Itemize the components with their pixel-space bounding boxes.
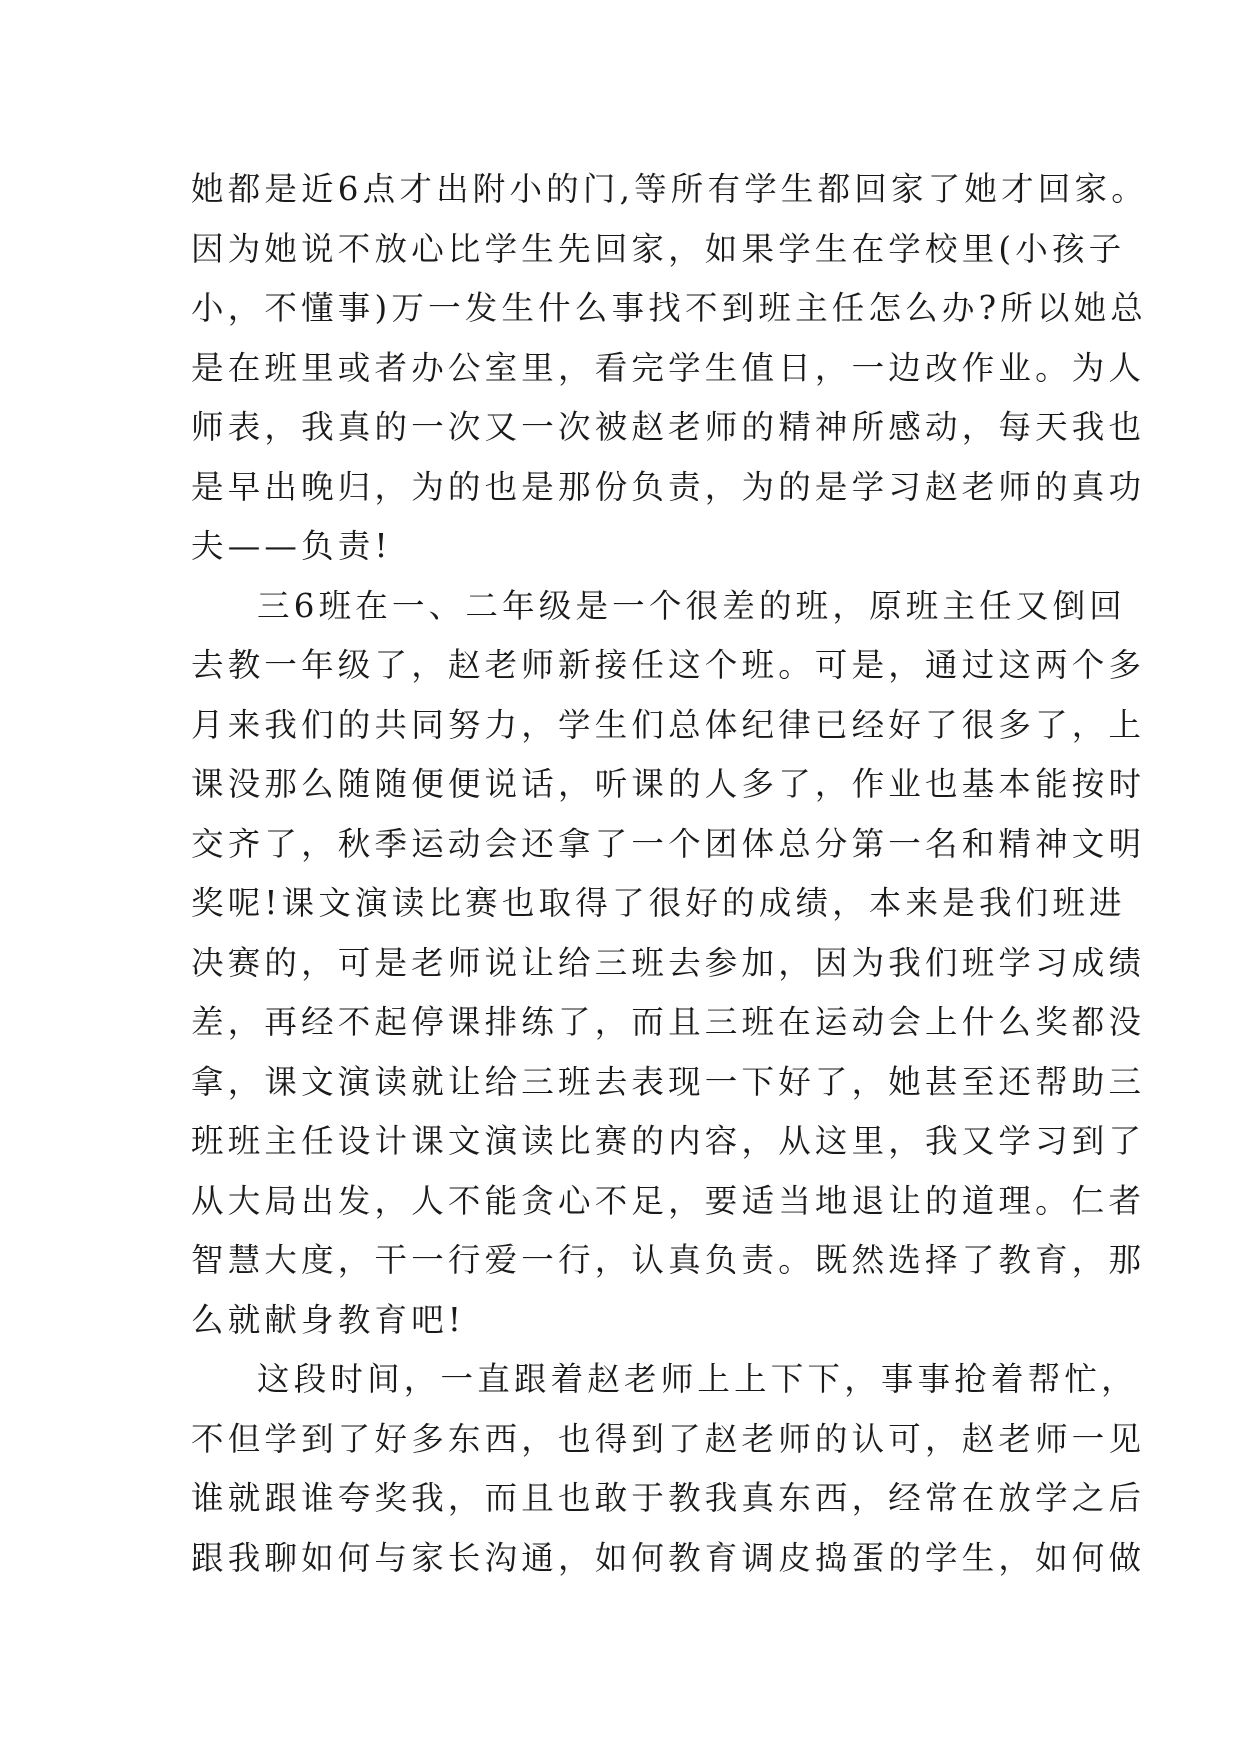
text-line: 智慧大度，干一行爱一行，认真负责。既然选择了教育，那 xyxy=(191,1241,1146,1279)
text-line: 拿，课文演读就让给三班去表现一下好了，她甚至还帮助三 xyxy=(191,1062,1146,1101)
text-line: 课没那么随随便便说话，听课的人多了，作业也基本能按时 xyxy=(191,765,1146,803)
text-line: 因为她说不放心比学生先回家，如果学生在学校里(小孩子 xyxy=(191,229,1126,268)
text-line: 么就献身教育吧! xyxy=(191,1300,466,1339)
text-line: 是在班里或者办公室里，看完学生值日，一边改作业。为人 xyxy=(191,348,1146,387)
text-line: 她都是近6点才出附小的门,等所有学生都回家了她才回家。 xyxy=(191,170,1148,208)
text-line: 月来我们的共同努力，学生们总体纪律已经好了很多了，上 xyxy=(191,705,1146,744)
text-line: 这段时间，一直跟着赵老师上上下下，事事抢着帮忙， xyxy=(257,1360,1138,1398)
text-line: 决赛的，可是老师说让给三班去参加，因为我们班学习成绩 xyxy=(191,943,1146,982)
body-text xyxy=(191,160,1148,1588)
text-line: 不但学到了好多东西，也得到了赵老师的认可，赵老师一见 xyxy=(191,1419,1146,1458)
paragraph-2 xyxy=(191,577,1146,1351)
text-line: 三6班在一、二年级是一个很差的班，原班主任又倒回 xyxy=(257,586,1126,625)
text-line: 师表，我真的一次又一次被赵老师的精神所感动，每天我也 xyxy=(191,408,1146,446)
text-line: 跟我聊如何与家长沟通，如何教育调皮捣蛋的学生，如何做 xyxy=(191,1538,1146,1577)
text-line: 谁就跟谁夸奖我，而且也敢于教我真东西，经常在放学之后 xyxy=(191,1479,1146,1517)
text-line: 夫——负责! xyxy=(191,527,392,565)
text-line: 班班主任设计课文演读比赛的内容，从这里，我又学习到了 xyxy=(191,1122,1146,1160)
text-line: 差，再经不起停课排练了，而且三班在运动会上什么奖都没 xyxy=(191,1003,1146,1041)
paragraph-1 xyxy=(191,160,1148,577)
text-line: 是早出晚归，为的也是那份负责，为的是学习赵老师的真功 xyxy=(191,467,1146,506)
text-line: 交齐了，秋季运动会还拿了一个团体总分第一名和精神文明 xyxy=(191,824,1146,863)
text-line: 从大局出发，人不能贪心不足，要适当地退让的道理。仁者 xyxy=(191,1181,1146,1220)
text-line: 小，不懂事)万一发生什么事找不到班主任怎么办?所以她总 xyxy=(191,289,1148,327)
paragraph-3 xyxy=(191,1350,1146,1588)
text-line: 去教一年级了，赵老师新接任这个班。可是，通过这两个多 xyxy=(191,646,1146,684)
text-line: 奖呢!课文演读比赛也取得了很好的成绩，本来是我们班进 xyxy=(191,884,1126,922)
